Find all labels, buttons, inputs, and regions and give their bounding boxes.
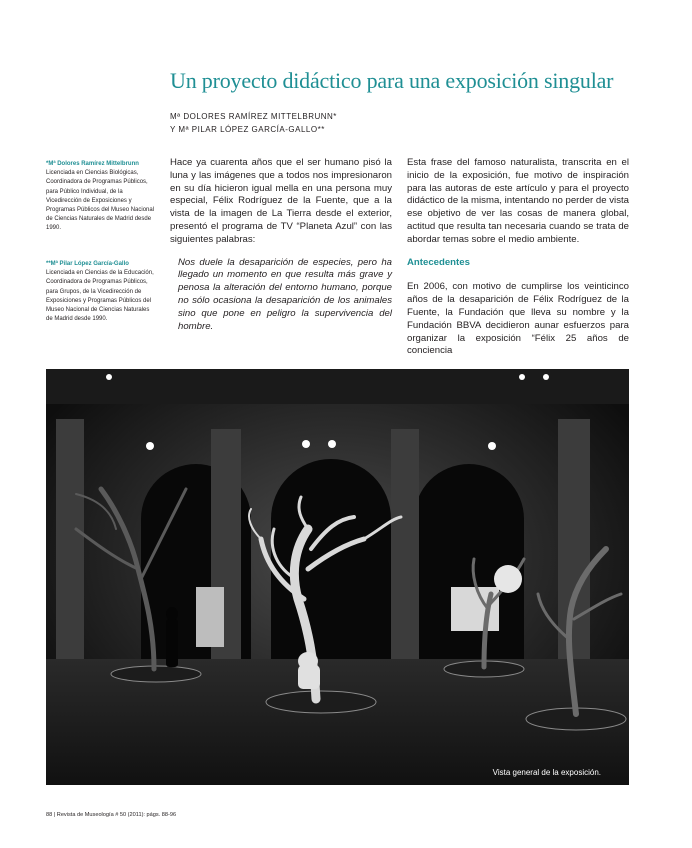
author-bio-2: [46, 260, 156, 324]
paragraph: Esta frase del famoso naturalista, transcrita en el inicio de la exposición, fue motivo de inspiración para las autoras de este artículo y para el proyecto didáctico de la misma, intentando no perder de vista ese objetivo de ver las cosas de manera global, actitud que resulta tan necesaria cuando se trata de abordar temas sobre el medio ambiente.: [407, 157, 629, 245]
article-title: Un proyecto didáctico para una exposición singular: [170, 68, 614, 93]
exhibition-photo-illustration: [46, 369, 629, 785]
author-line-1: Mª DOLORES RAMÍREZ MITTELBRUNN*: [170, 112, 337, 121]
paragraph: En 2006, con motivo de cumplirse los veinticinco años de la desaparición de Félix Rodríguez de la Fuente, la Fundación que lleva su nombre y la Fundación BBVA decidieron aunar esfuerzos para organizar la exposición “Félix 25 años de conciencia: [407, 281, 629, 357]
quote: Nos duele la desaparición de especies, pero ha llegado un momento en que resulta más grave y penosa la alteración del entorno humano, porque no sólo ocasiona la desaparición de los animales sino que pone en peligro la supervivencia del hombre.: [178, 256, 392, 332]
paragraph: Hace ya cuarenta años que el ser humano pisó la luna y las imágenes que a todos nos impresionaron en su día hicieron igual mella en una persona muy especial, Félix Rodríguez de la Fuente, que a la vista de la imagen de La Tierra desde el exterior, presentó el programa de TV “Planeta Azul” con las siguientes palabras:: [170, 157, 392, 245]
article-authors: [170, 110, 337, 136]
bio-name: *Mª Dolores Ramírez Mittelbrunn: [46, 161, 139, 167]
section-heading: Antecedentes: [407, 256, 470, 268]
body-column-2: [407, 157, 629, 358]
exhibition-photo: [46, 369, 629, 785]
author-line-2: Y Mª PILAR LÓPEZ GARCÍA-GALLO**: [170, 125, 325, 134]
bio-text: Licenciada en Ciencias de la Educación, Coordinadora de Programas Públicos, para Grupos, de la Vicedirección de Exposiciones y Programas Públicos del Museo Nacional de Ciencias Naturales de Madrid desde 1990.: [46, 270, 154, 323]
author-bio-1: [46, 160, 156, 234]
bio-name: **Mª Pilar López García-Gallo: [46, 261, 129, 267]
photo-caption: Vista general de la exposición.: [492, 768, 601, 777]
bio-text: Licenciada en Ciencias Biológicas, Coordinadora de Programas Públicos, para Público Individual, de la Vicedirección de Exposiciones y Programas Públicos del Museo Nacional de Ciencias Naturales de Madrid desde 1990.: [46, 170, 155, 232]
body-column-1: [170, 157, 392, 333]
page-footer: 88 | Revista de Museología # 50 (2011): págs. 88-96: [46, 812, 177, 818]
